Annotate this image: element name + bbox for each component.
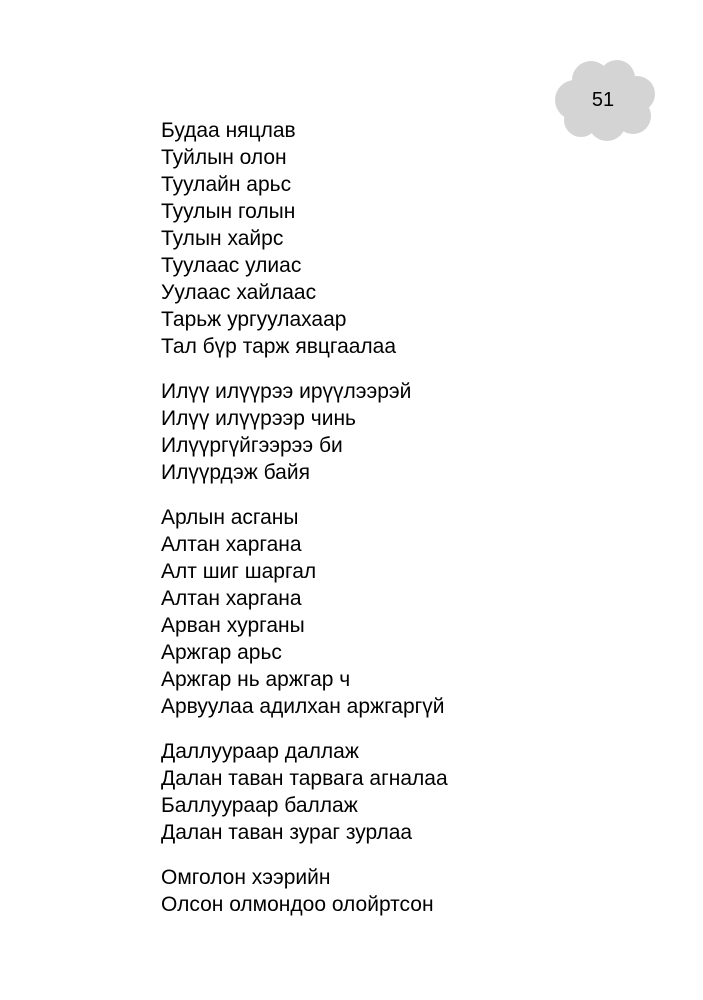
poem-line: Туйлын олон bbox=[161, 146, 287, 169]
poem-line: Алтан харгана bbox=[161, 533, 302, 556]
poem-line: Арван хурганы bbox=[161, 614, 305, 637]
poem-line: Даллуураар даллаж bbox=[161, 740, 359, 763]
poem-line: Тулын хайрс bbox=[161, 227, 284, 250]
poem-line: Алт шиг шаргал bbox=[161, 560, 317, 583]
poem-line: Илүү илүүрээр чинь bbox=[161, 407, 356, 430]
poem-line: Аржгар нь аржгар ч bbox=[161, 668, 351, 691]
stanza bbox=[161, 504, 661, 720]
poem-line: Илүүргүйгээрээ би bbox=[161, 434, 343, 457]
poem-line: Туулын голын bbox=[161, 200, 296, 223]
stanza bbox=[161, 738, 661, 846]
stanza bbox=[161, 117, 661, 360]
poem-line: Далан таван тарвага агналаа bbox=[161, 767, 448, 790]
poem-line: Баллуураар баллаж bbox=[161, 794, 358, 817]
poem-line: Уулаас хайлаас bbox=[161, 281, 317, 304]
poem-line: Олсон олмондоо олойртсон bbox=[161, 893, 434, 916]
poem-line: Туулаас улиас bbox=[161, 254, 302, 277]
poem-line: Туулайн арьс bbox=[161, 173, 292, 196]
poem-line: Далан таван зураг зурлаа bbox=[161, 821, 413, 844]
page-number: 51 bbox=[591, 89, 615, 111]
poem-line: Будаа няцлав bbox=[161, 119, 296, 142]
stanza bbox=[161, 864, 661, 918]
poem-line: Тарьж ургуулахаар bbox=[161, 308, 347, 331]
poem-line: Илүүрдэж байя bbox=[161, 461, 310, 484]
poem-line: Илүү илүүрээ ирүүлээрэй bbox=[161, 380, 412, 403]
poem-text bbox=[161, 117, 661, 936]
poem-line: Алтан харгана bbox=[161, 587, 302, 610]
poem-line: Арвуулаа адилхан аржгаргүй bbox=[161, 695, 445, 718]
poem-line: Омголон хээрийн bbox=[161, 866, 331, 889]
stanza bbox=[161, 378, 661, 486]
poem-line: Тал бүр тарж явцгаалаа bbox=[161, 335, 397, 358]
poem-line: Арлын асганы bbox=[161, 506, 299, 529]
poem-line: Аржгар арьс bbox=[161, 641, 282, 664]
